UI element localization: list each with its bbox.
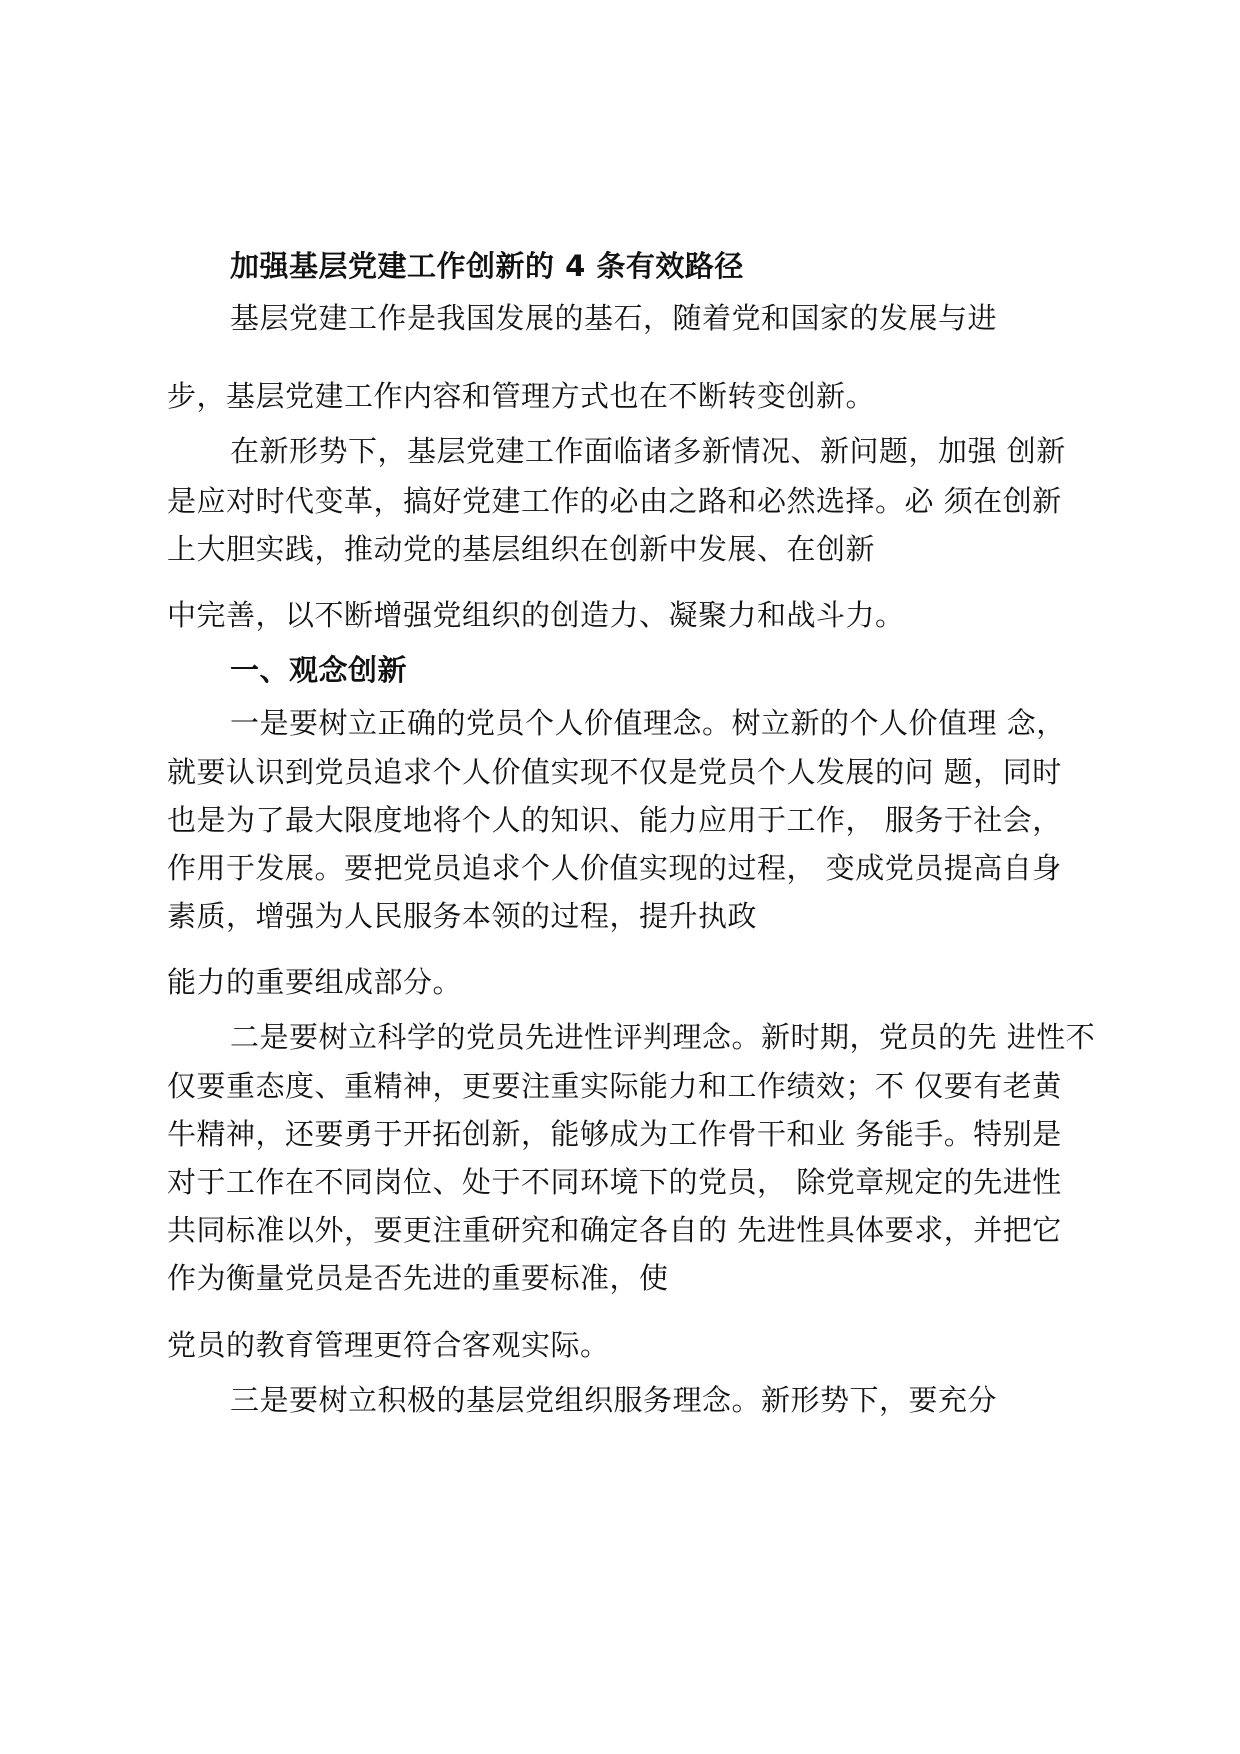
paragraph-line: 二是要树立科学的党员先进性评判理念。新时期，党员的先 进性不 (230, 1020, 1096, 1054)
paragraph-line: 中完善，以不断增强党组织的创造力、凝聚力和战斗力。 (167, 598, 905, 632)
paragraph-line: 素质，增强为人民服务本领的过程，提升执政 (167, 899, 758, 933)
document-title: 加强基层党建工作创新的 4 条有效路径 (230, 249, 744, 283)
paragraph-line: 党员的教育管理更符合客观实际。 (167, 1328, 610, 1362)
section-heading: 一、观念创新 (230, 653, 408, 687)
paragraph-line: 牛精神，还要勇于开拓创新，能够成为工作骨干和业 务能手。特别是 (167, 1117, 1062, 1151)
paragraph-line: 也是为了最大限度地将个人的知识、能力应用于工作， 服务于社会， (167, 803, 1062, 837)
paragraph-line: 作为衡量党员是否先进的重要标准，使 (167, 1261, 669, 1295)
paragraph-line: 在新形势下，基层党建工作面临诸多新情况、新问题，加强 创新 (230, 434, 1066, 468)
paragraph-line: 三是要树立积极的基层党组织服务理念。新形势下，要充分 (230, 1383, 998, 1417)
paragraph-line: 是应对时代变革，搞好党建工作的必由之路和必然选择。必 须在创新 (167, 484, 1062, 518)
paragraph-line: 能力的重要组成部分。 (167, 965, 463, 999)
paragraph-line: 就要认识到党员追求个人价值实现不仅是党员个人发展的问 题，同时 (167, 755, 1062, 789)
paragraph-line: 基层党建工作是我国发展的基石，随着党和国家的发展与进 (230, 301, 998, 335)
paragraph-line: 步，基层党建工作内容和管理方式也在不断转变创新。 (167, 379, 876, 413)
paragraph-line: 对于工作在不同岗位、处于不同环境下的党员， 除党章规定的先进性 (167, 1165, 1062, 1199)
paragraph-line: 共同标准以外，要更注重研究和确定各自的 先进性具体要求，并把它 (167, 1213, 1062, 1247)
paragraph-line: 一是要树立正确的党员个人价值理念。树立新的个人价值理 念， (230, 706, 1066, 740)
paragraph-line: 作用于发展。要把党员追求个人价值实现的过程， 变成党员提高自身 (167, 851, 1062, 885)
paragraph-line: 上大胆实践，推动党的基层组织在创新中发展、在创新 (167, 532, 876, 566)
paragraph-line: 仅要重态度、重精神，更要注重实际能力和工作绩效；不 仅要有老黄 (167, 1069, 1062, 1103)
